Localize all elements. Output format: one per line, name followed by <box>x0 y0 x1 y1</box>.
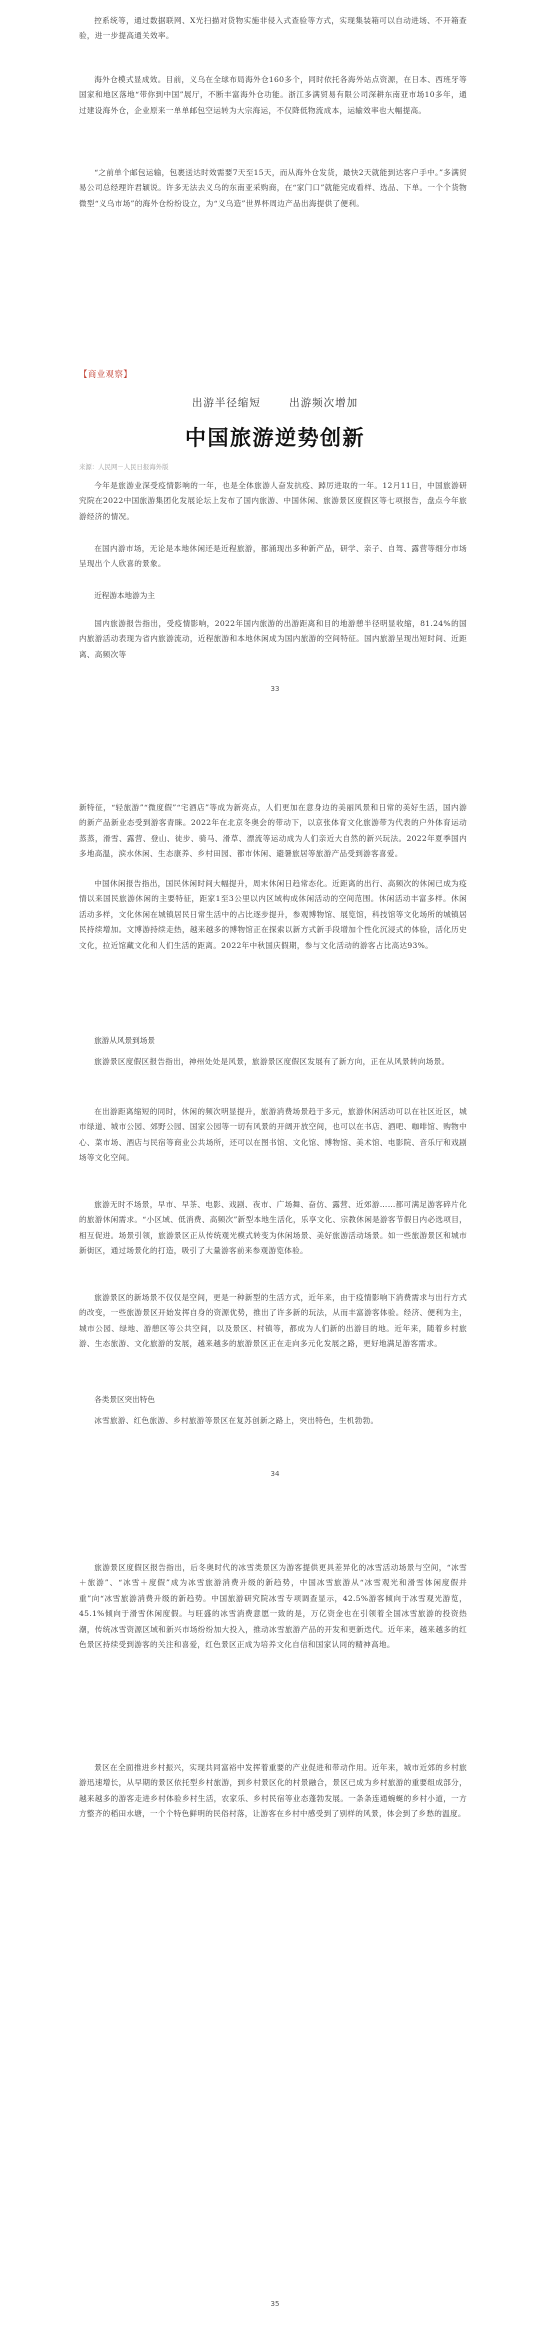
paragraph: 旅游景区度假区报告指出，后冬奥时代的冰雪类景区为游客提供更具差异化的冰雪活动场景与空间，“冰雪＋旅游”、“冰雪＋度假”成为冰雪旅游消费升级的新趋势，中国冰雪旅游从“冰雪观光和滑雪体闲度假并重”向“冰雪旅游消费升级的新趋势。中国旅游研究院冰雪专项调查显示，42.5%游客倾向于冰雪观光游览，45.1%倾向于滑雪休闲度假。与旺盛的冰雪消费意愿一致的是，万亿资金也在引领着全国冰雪旅游的投资热潮，传统冰雪资源区域和新兴市场纷纷加大投入，推动冰雪旅游产品的开发和更新迭代。近年来，越来越多的红色景区持续受到游客的关注和喜爱，红色景区正成为培养文化自信和国家认同的精神高地。 <box>79 1563 467 1650</box>
page-number: 34 <box>270 1470 280 1478</box>
page-number: 35 <box>270 2300 280 2308</box>
kicker-left: 出游半径缩短 <box>191 397 261 409</box>
subheading: 各类景区突出特色 <box>94 1395 155 1404</box>
paragraph: 在出游距离缩短的同时，休闲的频次明显提升，旅游消费场景趋于多元，旅游休闲活动可以在社区近区，城市绿道、城市公园、郊野公园、国家公园等一切有风景的开阔开放空间，也可以在书店、酒吧、咖啡馆、购物中心、菜市场、酒店与民宿等商业公共场所，还可以在图书馆、文化馆、博物馆、美术馆、电影院、音乐厅和戏剧场等文化空间。 <box>79 1107 467 1163</box>
section-tag: 【商业观察】 <box>79 369 133 379</box>
paragraph: 中国休闲报告指出，国民休闲时间大幅提升，周末休闲日趋常态化。近距离的出行、高频次的休闲已成为疫情以来国民旅游休闲的主要特征，距家1至3公里以内区域构成休闲活动的空间范围。休闲活动丰富多样。休闲活动多样，文化休闲在城镇居民日常生活中的占比逐步提升，参观博物馆、展览馆，科技馆等文化场所的城镇居民持续增加。文博游持续走热，越来越多的博物馆正在探索以新方式新手段增加个性化沉浸式的体验，活化历史文化，拉近馆藏文化和人们生活的距离。2022年中秋国庆假期，参与文化活动的游客占比高达93%。 <box>79 879 467 950</box>
article-source: 来源：人民网－人民日报海外版 <box>79 463 169 471</box>
paragraph: 海外仓模式显成效。目前，义乌在全球布局海外仓160多个，同时依托各海外站点资源，在日本、西班牙等国家和地区落地“带你到中国”展厅，不断丰富海外仓功能。浙江多满贸易有限公司深耕东南亚市场10多年，通过建设海外仓，企业原来一单单邮包空运转为大宗海运，不仅降低物流成本，运输效率也大幅提高。 <box>79 75 467 115</box>
page-number: 33 <box>270 685 280 693</box>
paragraph: “之前单个邮包运输，包裹送达时效需要7天至15天，而从海外仓发货，最快2天就能到达客户手中。”多满贸易公司总经理许君颖说。许多无法去义乌的东南亚采购商，在“家门口”就能完成看样、选品、下单。一个个货物微型“义乌市场”的海外仓纷纷设立，为“义乌造”世界杯周边产品出海提供了便利。 <box>79 168 467 208</box>
paragraph: 新特征，“轻旅游”“微度假”“宅酒店”等成为新亮点，人们更加在意身边的美丽风景和日常的美好生活，国内游的新产品新业态受到游客青睐。2022年在北京冬奥会的带动下，以京张体育文化旅游带为代表的户外体育运动蒸蒸，滑雪、露营、登山、徒步、骑马、滑草、漂流等运动成为人们亲近大自然的新兴玩法。2022年夏季国内多地高温，滨水休闲、生态康养、乡村田园、都市休闲、避暑旅居等旅游产品受到游客喜爱。 <box>79 803 467 859</box>
subheading: 近程游本地游为主 <box>94 591 155 600</box>
article-headline: 中国旅游逆势创新 <box>185 425 365 450</box>
paragraph: 控系统等，通过数据联网、X光扫描对货物实施非侵入式查验等方式，实现集装箱可以自动进场、不开箱查验，进一步提高通关效率。 <box>79 16 467 41</box>
paragraph: 在国内游市场，无论是本地休闲还是近程旅游，都涌现出多种新产品，研学、亲子、自驾、露营等细分市场呈现出个人欣喜的景象。 <box>79 544 467 569</box>
paragraph: 旅游景区的新场景不仅仅是空间，更是一种新型的生活方式，近年来，由于疫情影响下消费需求与出行方式的改变，一些旅游景区开始发挥自身的资源优势，推出了许多新的玩法，从而丰富游客体验。经济、便利为主，城市公园、绿地、游憩区等公共空间，以及景区、村镇等，都成为人们新的出游目的地。近年来，随着乡村旅游、生态旅游、文化旅游的发展，越来越多的旅游景区正在走向多元化发展之路，更好地满足游客需求。 <box>79 1293 467 1349</box>
paragraph: 今年是旅游业深受疫情影响的一年，也是全体旅游人奋发抗疫、踔厉进取的一年。12月11日，中国旅游研究院在2022中国旅游集团化发展论坛上发布了国内旅游、中国休闲、旅游景区度假区等七项报告，盘点今年旅游经济的情况。 <box>79 481 467 521</box>
paragraph: 景区在全面推进乡村振兴，实现共同富裕中发挥着重要的产业促进和带动作用。近年来，城市近郊的乡村旅游迅速增长，从早期的景区依托型乡村旅游，到乡村景区化的村景融合，景区已成为乡村旅游的重要组成部分，越来越多的游客走进乡村体验乡村生活，农家乐、乡村民宿等业态蓬勃发展。一条条连通蜿蜒的乡村小道，一方方整齐的稻田水塘，一个个特色鲜明的民俗村落，让游客在乡村中感受到了别样的风景，体会到了乡愁的温度。 <box>79 1763 467 1819</box>
subheading: 旅游从风景到场景 <box>94 1036 155 1045</box>
paragraph: 国内旅游报告指出，受疫情影响，2022年国内旅游的出游距离和目的地游憩半径明显收缩，81.24%的国内旅游活动表现为省内旅游流动，近程旅游和本地休闲成为国内旅游的空间特征。国内旅游呈现出短时间、近距离、高频次等 <box>79 619 467 659</box>
paragraph: 冰雪旅游、红色旅游、乡村旅游等景区在复苏创新之路上，突出特色，生机勃勃。 <box>94 1416 379 1425</box>
paragraph: 旅游景区度假区报告指出，神州处处是风景，旅游景区度假区发展有了新方向，正在从风景转向场景。 <box>94 1057 450 1066</box>
kicker-right: 出游频次增加 <box>289 397 359 409</box>
paragraph: 旅游无时不场景，早市、早茶、电影、戏剧、夜市、广场舞、奋仿、露营、近郊游……都可满足游客碎片化的旅游休闲需求。“小区域、低消费、高频次”新型本地生活化，乐享文化、宗教休闲是游客节假日内必选项目，相互促进。场景引领，旅游景区正从传统观光模式转变为休闲场景、美好旅游活动场景。如一些旅游景区和城市新街区，通过场景化的打造，吸引了大量游客前来参观游览体验。 <box>79 1200 467 1256</box>
